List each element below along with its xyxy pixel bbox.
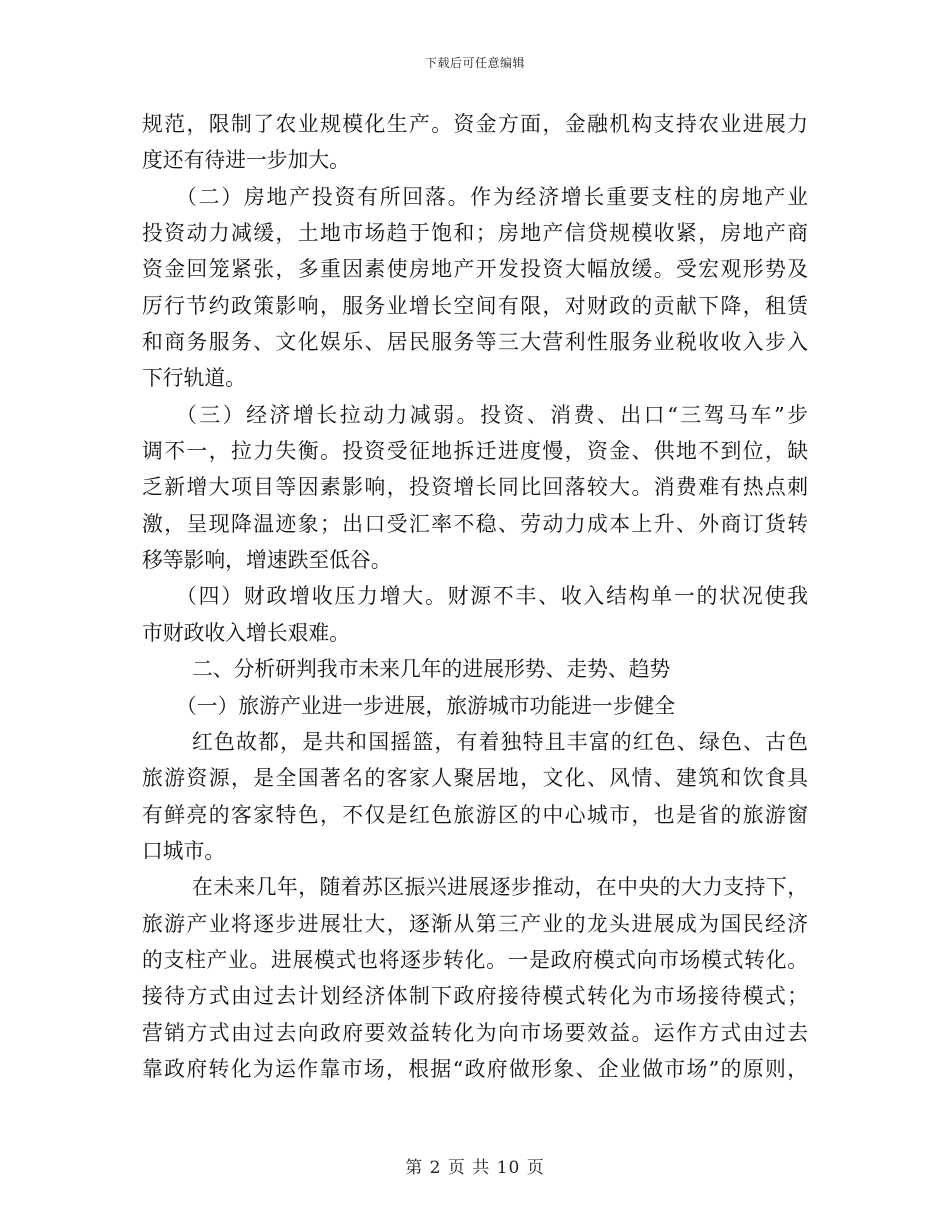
paragraph-line: 投资动力减缓，土地市场趋于饱和；房地产信贷规模收紧，房地产商 <box>142 221 808 246</box>
paragraph-line: 调不一，拉力失衡。投资受征地拆迁进度慢，资金、供地不到位，缺 <box>142 439 808 464</box>
paragraph-line: 旅游产业将逐步进展壮大，逐渐从第三产业的龙头进展成为国民经济 <box>142 911 808 936</box>
paragraph-line: 的支柱产业。进展模式也将逐步转化。一是政府模式向市场模式转化。 <box>142 947 808 972</box>
paragraph-line: 规范，限制了农业规模化生产。资金方面，金融机构支持农业进展力 <box>142 112 808 136</box>
paragraph-line: 靠政府转化为运作靠市场，根据“政府做形象、企业做市场”的原则， <box>142 1056 808 1081</box>
subsection-heading: （一）旅游产业进一步进展，旅游城市功能进一步健全 <box>176 693 676 718</box>
page-number-footer: 第 2 页 共 10 页 <box>405 1158 545 1178</box>
paragraph-line: 下行轨道。 <box>142 366 246 391</box>
paragraph-line: 旅游资源，是全国著名的客家人聚居地，文化、风情、建筑和饮食具 <box>142 766 808 791</box>
paragraph-line: 口城市。 <box>142 838 226 863</box>
paragraph-line: 在未来几年，随着苏区振兴进展逐步推动，在中央的大力支持下， <box>192 875 808 900</box>
paragraph-line: （二）房地产投资有所回落。作为经济增长重要支柱的房地产业 <box>176 184 808 209</box>
paragraph-line: 市财政收入增长艰难。 <box>142 620 350 645</box>
paragraph-line: 红色故都，是共和国摇篮，有着独特且丰富的红色、绿色、古色 <box>192 729 808 754</box>
paragraph-line: 乏新增大项目等因素影响，投资增长同比回落较大。消费难有热点刺 <box>142 475 808 500</box>
paragraph-line: 接待方式由过去计划经济体制下政府接待模式转化为市场接待模式； <box>142 984 808 1009</box>
paragraph-line: 移等影响，增速跌至低谷。 <box>142 548 392 573</box>
paragraph-line: 厉行节约政策影响，服务业增长空间有限，对财政的贡献下降，租赁 <box>142 293 808 318</box>
document-body <box>142 106 808 1087</box>
paragraph-line: （四）财政增收压力增大。财源不丰、收入结构单一的状况使我 <box>176 584 808 609</box>
paragraph-line: 激，呈现降温迹象；出口受汇率不稳、劳动力成本上升、外商订货转 <box>142 511 808 536</box>
paragraph-line: 有鲜亮的客家特色，不仅是红色旅游区的中心城市，也是省的旅游窗 <box>142 802 808 827</box>
paragraph-line: 资金回笼紧张，多重因素使房地产开发投资大幅放缓。受宏观形势及 <box>142 257 808 282</box>
paragraph-line: 和商务服务、文化娱乐、居民服务等三大营利性服务业税收收入步入 <box>142 330 808 355</box>
page-header-note: 下载后可任意编辑 <box>424 56 525 70</box>
paragraph-line: （三）经济增长拉动力减弱。投资、消费、出口“三驾马车”步 <box>176 402 808 427</box>
paragraph-line: 营销方式由过去向政府要效益转化为向市场要效益。运作方式由过去 <box>142 1020 808 1045</box>
paragraph-line: 度还有待进一步加大。 <box>142 148 350 173</box>
section-heading: 二、分析研判我市未来几年的进展形势、走势、趋势 <box>192 657 671 682</box>
